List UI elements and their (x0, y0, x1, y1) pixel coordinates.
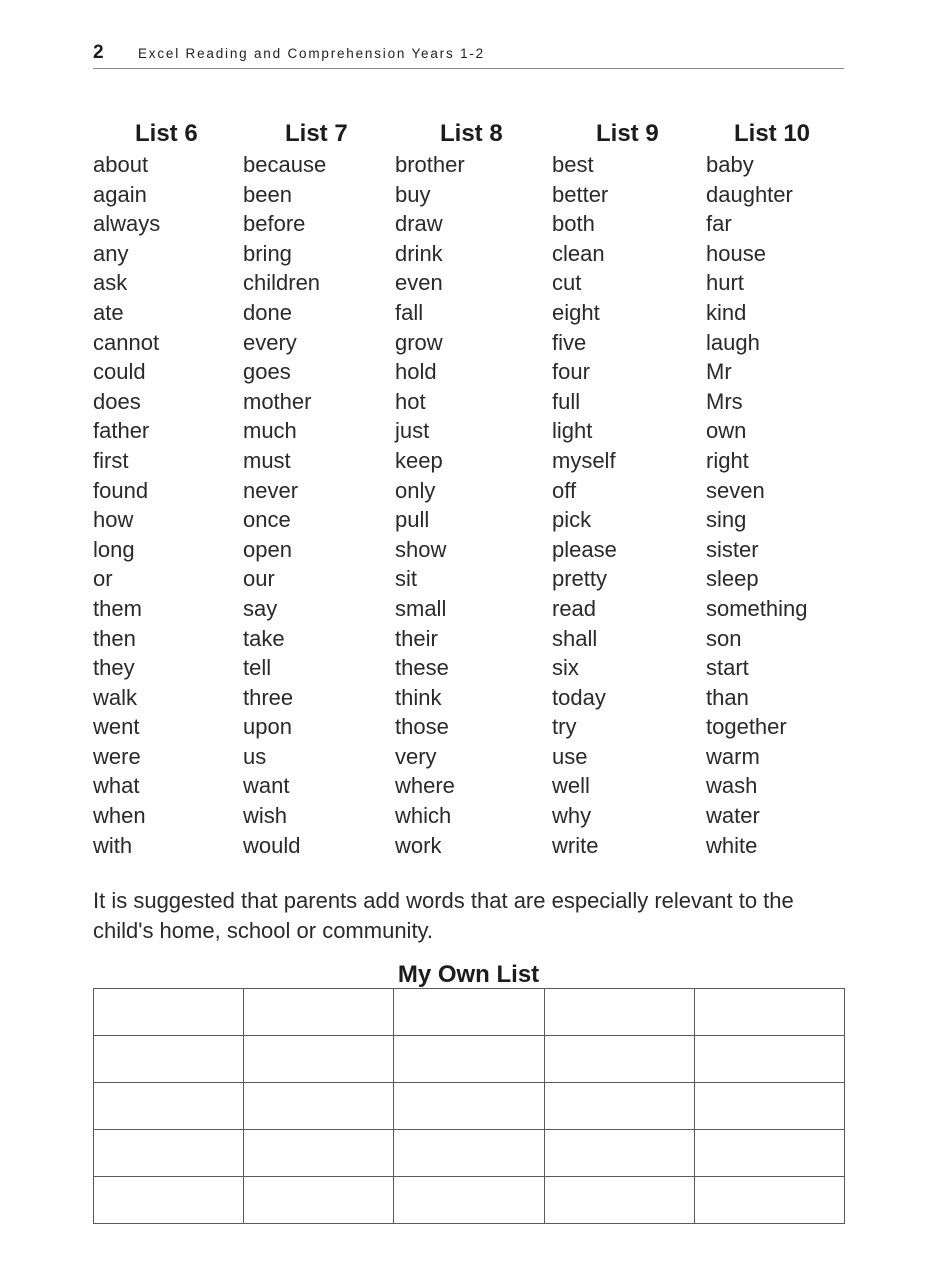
list-word: found (93, 477, 149, 503)
grid-cell[interactable] (544, 1130, 694, 1177)
list-word: seven (706, 477, 765, 503)
list-word: then (93, 625, 136, 651)
list-word: walk (93, 684, 138, 710)
list-word: could (93, 359, 146, 385)
list-word: were (93, 743, 141, 769)
list-word: five (552, 329, 587, 355)
list-word: those (395, 714, 449, 740)
list-word: what (93, 773, 140, 799)
list-word: tell (243, 655, 272, 681)
grid-cell[interactable] (244, 1036, 394, 1083)
list-word: show (395, 536, 447, 562)
list-word: better (552, 181, 609, 207)
list-word: read (552, 595, 597, 621)
list-word: never (243, 477, 299, 503)
grid-row (94, 1083, 845, 1130)
list-column-6 (93, 118, 198, 860)
list-word: say (243, 595, 278, 621)
list-word: warm (706, 743, 760, 769)
list-word: eight (552, 299, 600, 325)
list-column-9 (552, 118, 659, 860)
grid-cell[interactable] (94, 1083, 244, 1130)
grid-cell[interactable] (394, 989, 544, 1036)
list-word: sit (395, 566, 417, 592)
list-word: why (552, 803, 592, 829)
running-title: Excel Reading and Comprehension Years 1-2 (138, 46, 485, 61)
list-title: List 9 (596, 120, 659, 147)
list-word: very (395, 743, 437, 769)
list-word: which (395, 803, 452, 829)
grid-cell[interactable] (544, 989, 694, 1036)
list-word: long (93, 536, 135, 562)
list-word: wish (243, 803, 288, 829)
list-word: think (395, 684, 442, 710)
list-word: take (243, 625, 285, 651)
list-word: sleep (706, 566, 759, 592)
own-list-title: My Own List (397, 961, 540, 988)
list-word: bring (243, 240, 292, 266)
grid-cell[interactable] (244, 989, 394, 1036)
list-word: every (243, 329, 297, 355)
list-word: hold (395, 359, 437, 385)
list-word: must (243, 447, 291, 473)
list-word: small (395, 595, 447, 621)
list-word: today (552, 684, 606, 710)
list-word: shall (552, 625, 598, 651)
grid-cell[interactable] (394, 1177, 544, 1224)
page-header (93, 42, 844, 69)
list-word: brother (395, 152, 465, 177)
list-word: buy (395, 181, 431, 207)
grid-cell[interactable] (694, 1177, 844, 1224)
own-list-grid (93, 988, 845, 1224)
list-word: fall (395, 299, 424, 325)
list-word: something (706, 595, 808, 621)
list-word: white (706, 832, 758, 858)
list-word: cut (552, 270, 582, 296)
grid-cell[interactable] (544, 1083, 694, 1130)
grid-cell[interactable] (694, 1083, 844, 1130)
list-word: write (552, 832, 599, 858)
list-word: kind (706, 299, 747, 325)
list-word: pick (552, 507, 592, 533)
list-word: right (706, 447, 749, 473)
list-word: together (706, 714, 787, 740)
list-word: off (552, 477, 577, 503)
list-word: three (243, 684, 294, 710)
list-title: List 6 (135, 120, 198, 147)
grid-cell[interactable] (244, 1130, 394, 1177)
grid-row (94, 1130, 845, 1177)
grid-cell[interactable] (94, 1177, 244, 1224)
list-word: where (395, 773, 455, 799)
grid-cell[interactable] (694, 1036, 844, 1083)
list-word: four (552, 359, 590, 385)
list-word: both (552, 211, 595, 237)
list-title: List 7 (285, 120, 348, 147)
list-word: they (93, 655, 135, 681)
grid-row (94, 989, 845, 1036)
list-word: clean (552, 240, 605, 266)
list-word: light (552, 418, 593, 444)
list-word: Mr (706, 359, 732, 385)
grid-cell[interactable] (244, 1083, 394, 1130)
list-word: far (706, 211, 732, 237)
list-word: any (93, 240, 129, 266)
list-word: hurt (706, 270, 744, 296)
list-word: use (552, 743, 588, 769)
list-word: mother (243, 388, 312, 414)
list-word: their (395, 625, 438, 651)
list-word: with (93, 832, 133, 858)
list-word: please (552, 536, 617, 562)
list-word: laugh (706, 329, 760, 355)
grid-cell[interactable] (544, 1036, 694, 1083)
list-word: son (706, 625, 742, 651)
list-column-7 (243, 118, 348, 860)
list-word: once (243, 507, 291, 533)
grid-row (94, 1177, 845, 1224)
list-word: been (243, 181, 292, 207)
page-number: 2 (93, 42, 104, 63)
list-word: done (243, 299, 292, 325)
list-column-8 (395, 118, 503, 860)
grid-row (94, 1036, 845, 1083)
list-word: full (552, 388, 581, 414)
list-word: does (93, 388, 141, 414)
grid-cell[interactable] (94, 1130, 244, 1177)
list-word: about (93, 152, 149, 177)
list-word: Mrs (706, 388, 743, 414)
list-word: our (243, 566, 275, 592)
list-word: house (706, 240, 766, 266)
list-word: just (395, 418, 430, 444)
list-word: drink (395, 240, 443, 266)
list-word: father (93, 418, 150, 444)
list-word: sister (706, 536, 759, 562)
list-word: before (243, 211, 306, 237)
list-word: went (93, 714, 140, 740)
list-word: draw (395, 211, 443, 237)
list-word: pull (395, 507, 430, 533)
list-word: upon (243, 714, 292, 740)
list-word: wash (706, 773, 758, 799)
list-word: try (552, 714, 577, 740)
list-word: open (243, 536, 292, 562)
list-word: grow (395, 329, 443, 355)
list-word: cannot (93, 329, 160, 355)
parent-note: It is suggested that parents add words that are especially relevant to the child's home, school or community. (93, 888, 794, 943)
list-word: baby (706, 152, 754, 177)
list-word: pretty (552, 566, 608, 592)
list-word: well (552, 773, 590, 799)
list-word: want (243, 773, 290, 799)
list-word: us (243, 743, 267, 769)
list-word: these (395, 655, 449, 681)
list-word: or (93, 566, 113, 592)
list-word: keep (395, 447, 443, 473)
grid-cell[interactable] (694, 1130, 844, 1177)
list-word: always (93, 211, 161, 237)
list-word: water (706, 803, 760, 829)
list-word: much (243, 418, 297, 444)
list-word: myself (552, 447, 616, 473)
list-word: again (93, 181, 147, 207)
grid-cell[interactable] (694, 989, 844, 1036)
list-word: them (93, 595, 142, 621)
list-word: even (395, 270, 443, 296)
list-title: List 8 (440, 120, 503, 147)
grid-cell[interactable] (94, 989, 244, 1036)
list-word: start (706, 655, 749, 681)
grid-cell[interactable] (394, 1036, 544, 1083)
list-word: daughter (706, 181, 793, 207)
list-word: best (552, 152, 594, 177)
list-word: only (395, 477, 436, 503)
list-word: than (706, 684, 749, 710)
list-word: would (243, 832, 301, 858)
list-word: first (93, 447, 129, 473)
list-word: how (93, 507, 134, 533)
list-word: sing (706, 507, 747, 533)
grid-cell[interactable] (394, 1083, 544, 1130)
list-word: when (93, 803, 146, 829)
list-column-10 (706, 118, 810, 860)
grid-cell[interactable] (544, 1177, 694, 1224)
list-word: ask (93, 270, 128, 296)
list-word: six (552, 655, 579, 681)
list-word: goes (243, 359, 291, 385)
list-word: work (395, 832, 442, 858)
list-word: because (243, 152, 327, 177)
list-title: List 10 (734, 120, 811, 147)
grid-cell[interactable] (394, 1130, 544, 1177)
list-word: own (706, 418, 747, 444)
grid-cell[interactable] (94, 1036, 244, 1083)
list-word: hot (395, 388, 426, 414)
list-word: ate (93, 299, 124, 325)
list-word: children (243, 270, 321, 296)
grid-cell[interactable] (244, 1177, 394, 1224)
